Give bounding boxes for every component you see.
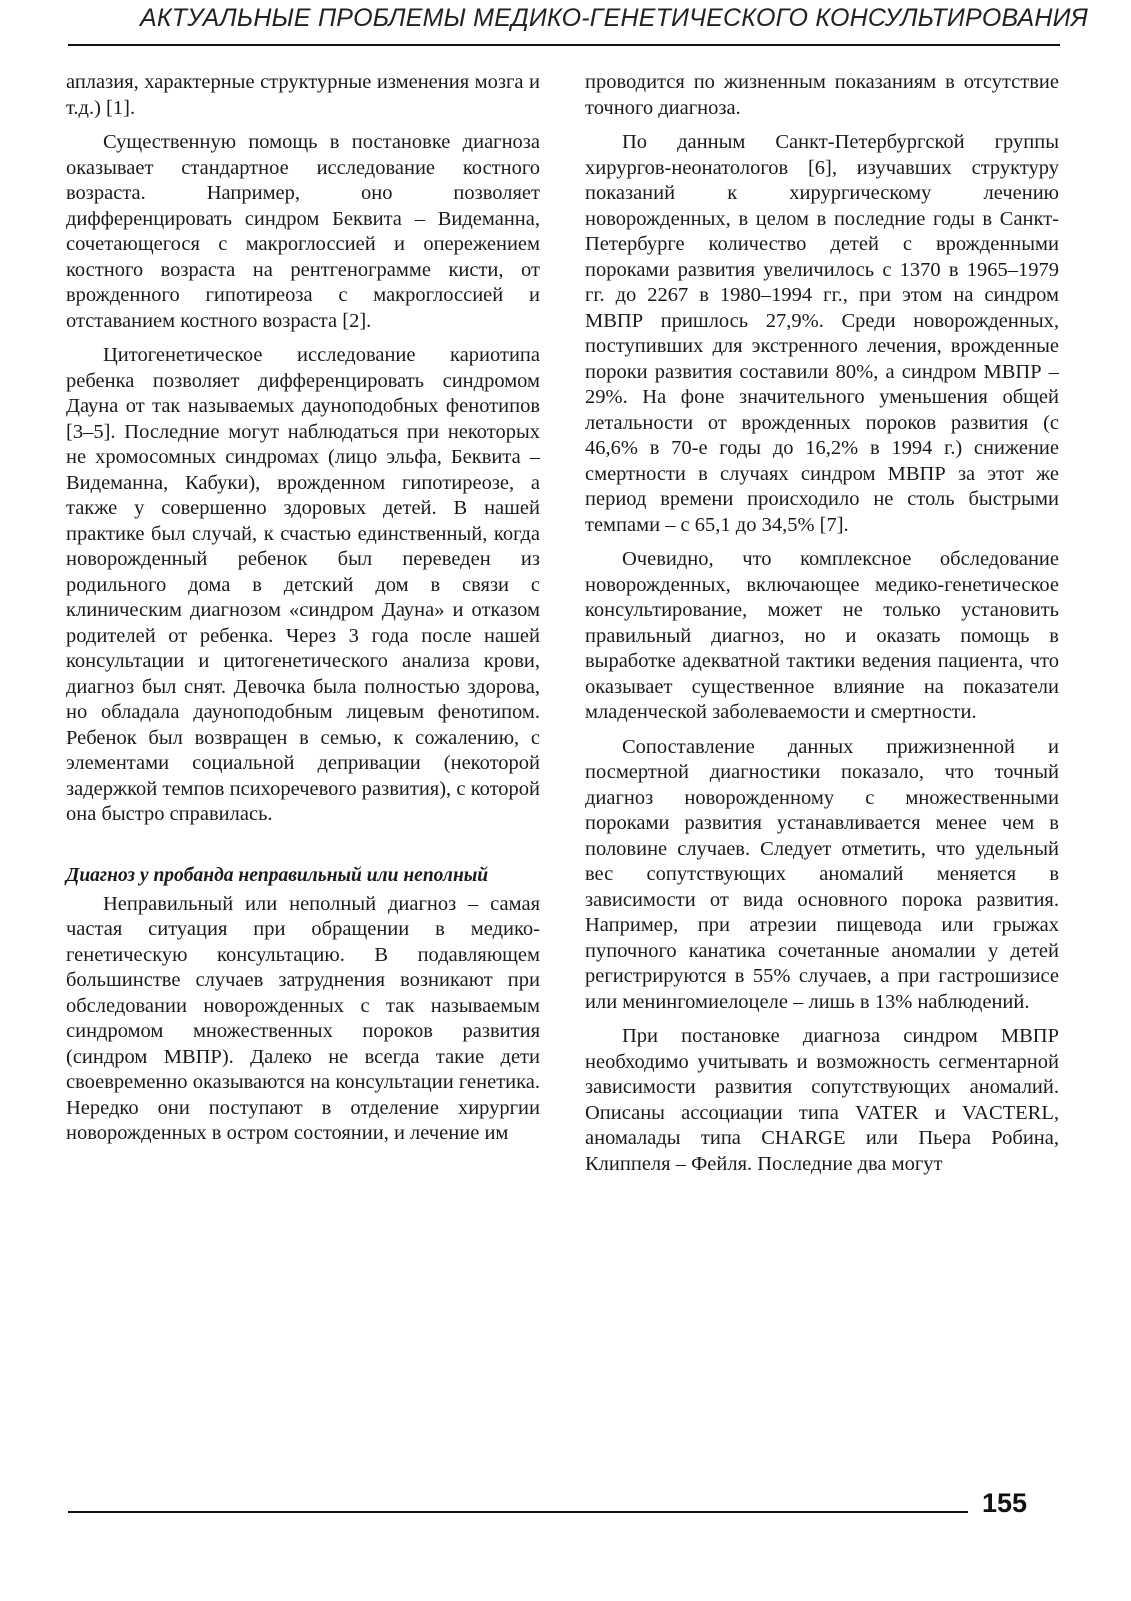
paragraph: проводится по жизненным показаниям в отсутствие точного диагноза. bbox=[585, 71, 1059, 119]
page-number: 155 bbox=[982, 1488, 1028, 1518]
paragraph: Сопоставление данных прижизненной и посмертной диагностики показало, что точный диагноз новорожденному с множественными пороками развития устанавливается менее чем в половине случаев. Следует отметить, что удельный вес сопутствующих аномалий меняется в зависимости от вида основного порока развития. Например, при атрезии пищевода или грыжах пупочного канатика сочетанные аномалии у детей регистрируются в 55% случаев, а при гастрошизисе или менингомиелоцеле – лишь в 13% наблюдений. bbox=[585, 735, 1059, 1013]
paragraph: Неправильный или неполный диагноз – самая частая ситуация при обращении в медико-генетическую консультацию. В подавляющем большинстве случаев затруднения возникают при обследовании новорожденных с так называемым синдромом множественных пороков развития (синдром МВПР). Далеко не всегда такие дети своевременно оказываются на консультации генетика. Нередко они поступают в отделение хирургии новорожденных в остром состоянии, и лечение им bbox=[66, 892, 540, 1144]
right-column bbox=[585, 70, 1059, 1186]
footer-rule bbox=[68, 1511, 968, 1513]
section-subheading: Диагноз у пробанда неправильный или неполный bbox=[66, 864, 489, 886]
paragraph: аплазия, характерные структурные изменения мозга и т.д.) [1]. bbox=[66, 71, 540, 119]
paragraph: Существенную помощь в постановке диагноза оказывает стандартное исследование костного возраста. Например, оно позволяет дифференцировать синдром Беквита – Видеманна, сочетающегося с макроглоссией и опережением костного возраста на рентгенограмме кисти, от врожденного гипотиреоза с макроглоссией и отставанием костного возраста [2]. bbox=[66, 131, 540, 332]
running-header: АКТУАЛЬНЫЕ ПРОБЛЕМЫ МЕДИКО-ГЕНЕТИЧЕСКОГО КОНСУЛЬТИРОВАНИЯ bbox=[140, 4, 1088, 32]
paragraph: Цитогенетическое исследование кариотипа ребенка позволяет дифференцировать синдромом Дауна от так называемых дауноподобных фенотипов [3–5]. Последние могут наблюдаться при некоторых не хромосомных синдромах (лицо эльфа, Беквита – Видеманна, Кабуки), врожденном гипотиреозе, а также у совершенно здоровых детей. В нашей практике был случай, к счастью единственный, когда новорожденный ребенок был переведен из родильного дома в детский дом в связи с клиническим диагнозом «синдром Дауна» и отказом родителей от ребенка. Через 3 года после нашей консультации и цитогенетического анализа крови, диагноз был снят. Девочка была полностью здорова, но обладала дауноподобным лицевым фенотипом. Ребенок был возвращен в семью, к сожалению, с элементами социальной депривации (некоторой задержкой темпов психоречевого развития), с которой она быстро справилась. bbox=[66, 344, 540, 825]
left-column bbox=[66, 70, 540, 1156]
paragraph: Очевидно, что комплексное обследование новорожденных, включающее медико-генетическое консультирование, может не только установить правильный диагноз, но и оказать помощь в выработке адекватной тактики ведения пациента, что оказывает существенное влияние на показатели младенческой заболеваемости и смертности. bbox=[585, 548, 1059, 723]
header-rule bbox=[68, 44, 1060, 46]
paragraph: По данным Санкт-Петербургской группы хирургов-неонатологов [6], изучавших структуру показаний к хирургическому лечению новорожденных, в целом в последние годы в Санкт-Петербурге количество детей с врожденными пороками развития увеличилось с 1370 в 1965–1979 гг. до 2267 в 1980–1994 гг., при этом на синдром МВПР пришлось 27,9%. Среди новорожденных, поступивших для экстренного лечения, врожденные пороки развития составили 80%, а синдром МВПР – 29%. На фоне значительного уменьшения общей летальности от врожденных пороков развития (с 46,6% в 70-е годы до 16,2% в 1994 г.) снижение смертности в случаях синдром МВПР за этот же период времени происходило не столь быстрыми темпами – с 65,1 до 34,5% [7]. bbox=[585, 131, 1059, 536]
paragraph: При постановке диагноза синдром МВПР необходимо учитывать и возможность сегментарной зависимости развития сопутствующих аномалий. Описаны ассоциации типа VATER и VACTERL, аномалады типа CHARGE или Пьера Робина, Клиппеля – Фейля. Последние два могут bbox=[585, 1025, 1059, 1175]
